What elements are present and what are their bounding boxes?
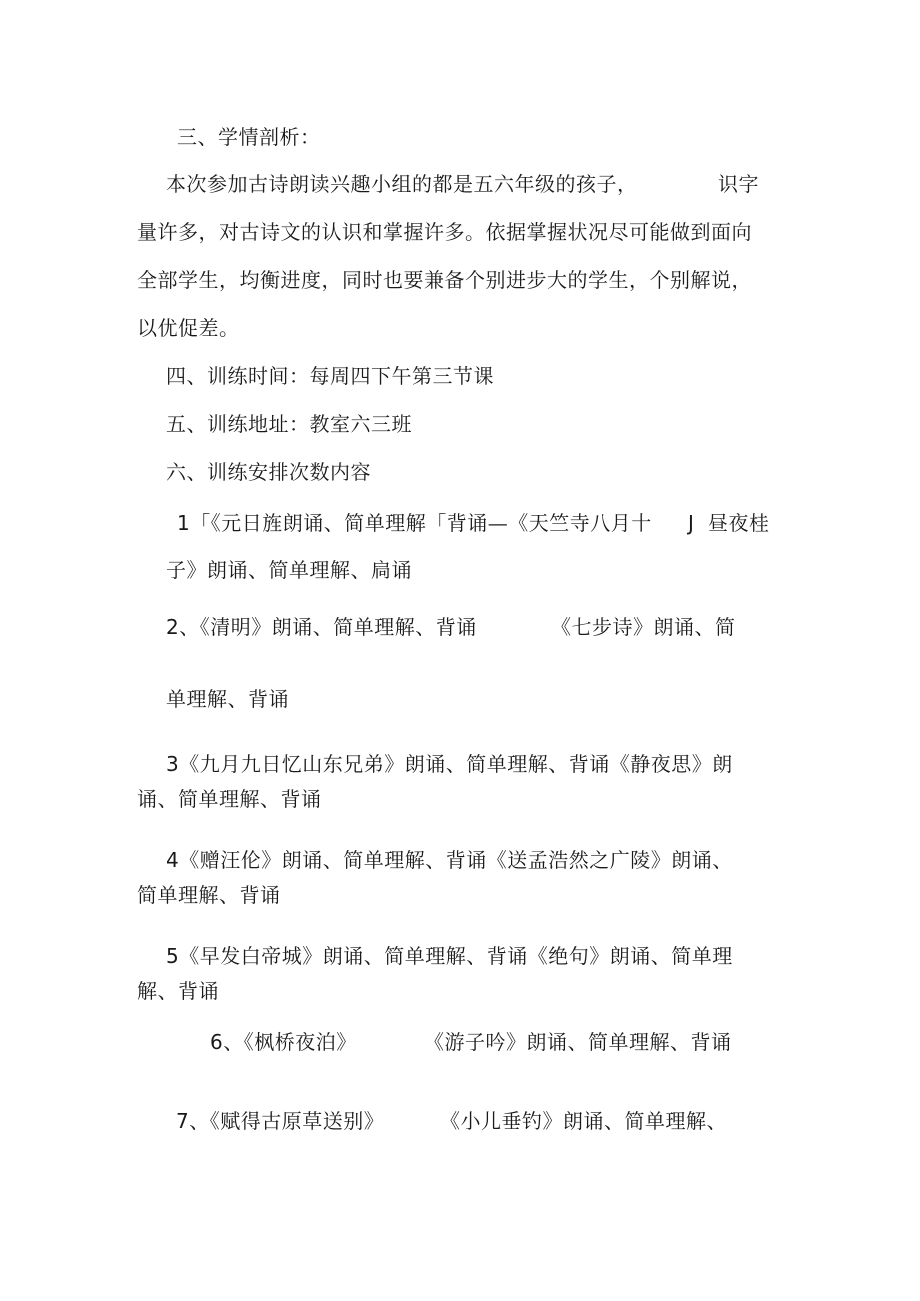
section-3-para-line-1a: 本次参加古诗朗读兴趣小组的都是五六年级的孩子， — [166, 172, 638, 196]
list-item-1-line-1 — [177, 510, 652, 536]
section-3-heading: 三、学情剖析： — [177, 125, 321, 149]
section-5-text: 五、训练地址：教室六三班 — [166, 412, 412, 436]
section-3-para-line-1b: 识字 — [718, 172, 759, 196]
list-item-1-line-1-end: 昼夜桂 — [708, 511, 770, 535]
list-item-number: 5 — [166, 944, 180, 968]
list-item-4-line-2: 简单理解、背诵 — [137, 883, 281, 907]
list-item-number: 1 — [177, 511, 191, 535]
list-item-text: 、《赋得古原草送别》 — [189, 1109, 385, 1133]
list-item-text: 《九月九日忆山东兄弟》朗诵、简单理解、背诵《静夜思》朗 — [179, 752, 733, 776]
list-item-number: 2 — [166, 615, 180, 639]
list-item-7-line-1b: 《小儿垂钓》朗诵、简单理解、 — [440, 1109, 727, 1133]
list-item-1-j: J — [688, 511, 695, 535]
list-item-text: 《早发白帝城》朗诵、简单理解、背诵《绝句》朗诵、简单理 — [179, 944, 733, 968]
list-item-2-line-1b: 《七步诗》朗诵、简 — [551, 615, 736, 639]
list-item-3-line-2: 诵、简单理解、背诵 — [137, 787, 322, 811]
list-item-text: 《赠汪伦》朗诵、简单理解、背诵《送孟浩然之广陵》朗诵、 — [179, 848, 733, 872]
list-item-2-line-2: 单理解、背诵 — [166, 687, 289, 711]
section-4-text: 四、训练时间：每周四下午第三节课 — [166, 364, 494, 388]
list-item-1-line-2: 子》朗诵、简单理解、扃诵 — [166, 558, 412, 582]
list-item-number: 3 — [166, 752, 180, 776]
list-item-number: 4 — [166, 848, 180, 872]
section-6-heading: 六、训练安排次数内容 — [166, 460, 371, 484]
list-item-text: 「《元日旌朗诵、简单理解「背诵—《天竺寺八月十 — [190, 511, 652, 535]
list-item-5-line-1 — [166, 943, 733, 969]
list-item-7-line-1a — [176, 1108, 384, 1134]
section-3-para-line-4: 以优促差。 — [137, 316, 240, 340]
section-3-para-line-2: 量许多，对古诗文的认识和掌握许多。依据掌握状况尽可能做到面向 — [137, 220, 752, 244]
list-item-number: 6 — [210, 1030, 224, 1054]
list-item-5-line-2: 解、背诵 — [137, 979, 219, 1003]
list-item-number: 7 — [176, 1109, 190, 1133]
list-item-text: 、《清明》朗诵、简单理解、背诵 — [179, 615, 477, 639]
section-3-para-line-3: 全部学生，均衡进度，同时也要兼备个别进步大的学生，个别解说， — [137, 268, 752, 292]
list-item-text: 、《枫桥夜泊》 — [223, 1030, 357, 1054]
list-item-3-line-1 — [166, 751, 733, 777]
list-item-4-line-1 — [166, 847, 733, 873]
list-item-6-line-1b: 《游子吟》朗诵、简单理解、背诵 — [424, 1030, 732, 1054]
list-item-6-line-1a — [210, 1029, 357, 1055]
list-item-2-line-1a — [166, 614, 477, 640]
